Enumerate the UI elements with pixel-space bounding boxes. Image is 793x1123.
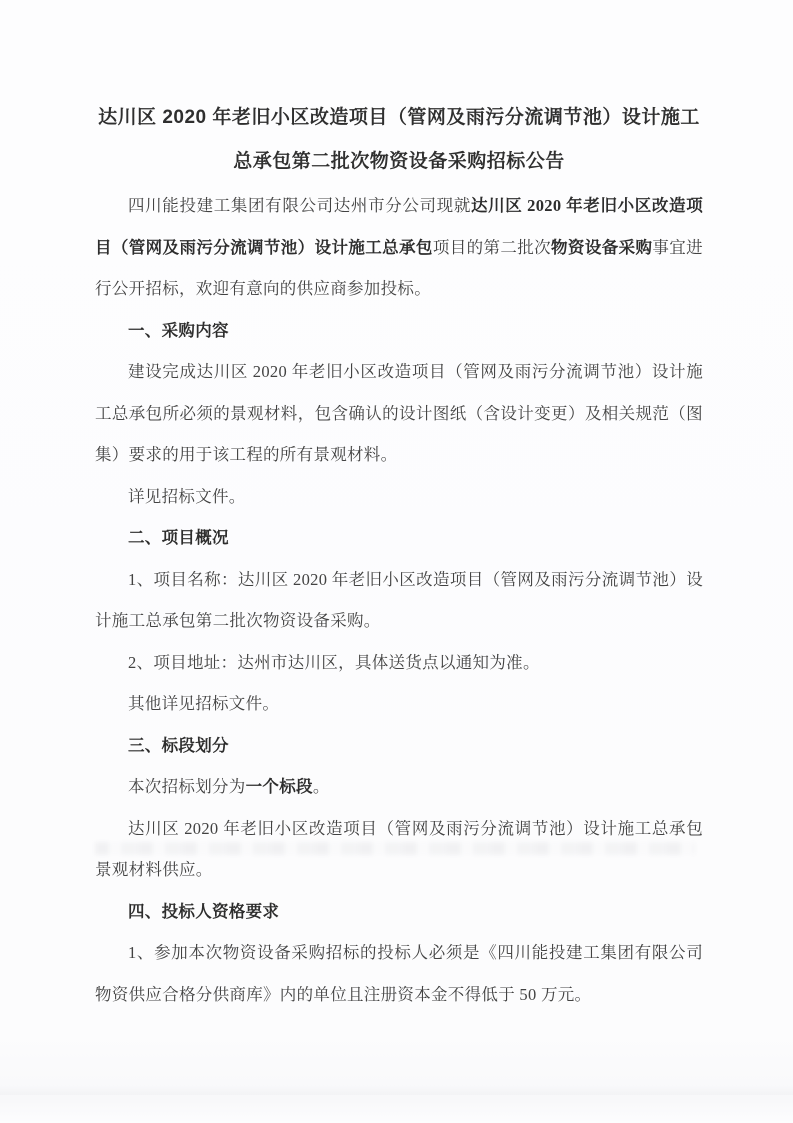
- text-run: 三、标段划分: [128, 735, 229, 755]
- text-run: 本次招标划分为: [128, 777, 246, 796]
- text-run: 建设完成达川区 2020 年老旧小区改造项目（管网及雨污分流调节池）设计施工总承包所必须的景观材料，包含确认的设计图纸（含设计变更）及相关规范（图集）要求的用于该工程的所有景观材料。: [95, 362, 703, 464]
- section-heading: [95, 725, 703, 767]
- paragraph: [95, 351, 703, 476]
- paragraph: [95, 185, 703, 310]
- text-run: 物资设备采购: [551, 237, 653, 257]
- document-title: 达川区 2020 年老旧小区改造项目（管网及雨污分流调节池）设计施工总承包第二批次物资设备采购招标公告: [98, 107, 700, 172]
- paragraph: [95, 559, 703, 642]
- text-run: 1、参加本次物资设备采购招标的投标人必须是《四川能投建工集团有限公司物资供应合格分供商库》内的单位且注册资本金不得低于 50 万元。: [95, 943, 703, 1004]
- text-run: 达川区 2020 年老旧小区改造项目（管网及雨污分流调节池）设计施工总承包景观材料供应。: [95, 818, 703, 879]
- paragraph: [95, 808, 703, 891]
- text-run: 事宜进行公开招标，欢迎有意向的供应商参加投标。: [95, 237, 703, 298]
- paragraph: [95, 642, 703, 684]
- paragraph: [95, 476, 703, 518]
- text-run: 一个标段: [245, 777, 313, 796]
- text-run: 1、项目名称：达川区 2020 年老旧小区改造项目（管网及雨污分流调节池）设计施工总承包第二批次物资设备采购。: [95, 569, 703, 630]
- section-heading: [95, 891, 703, 933]
- text-run: 2、项目地址：达州市达川区，具体送货点以通知为准。: [128, 652, 540, 672]
- section-heading: [95, 310, 703, 352]
- section-heading: [95, 517, 703, 559]
- paragraph: [95, 766, 703, 808]
- paragraph: [95, 683, 703, 725]
- text-run: 。: [312, 777, 330, 796]
- paragraph: [95, 932, 703, 1015]
- document-body: [95, 185, 703, 1015]
- text-run: 二、项目概况: [128, 528, 229, 547]
- text-run: 一、采购内容: [128, 320, 229, 340]
- text-run: 四、投标人资格要求: [128, 901, 280, 921]
- text-run: 详见招标文件。: [128, 486, 246, 506]
- text-run: 四川能投建工集团有限公司达州市分公司现就: [128, 196, 471, 215]
- scan-edge-shadow: [0, 1085, 793, 1095]
- text-run: 项目的第二批次: [432, 237, 552, 257]
- text-run: 达川区 2020 年老旧小区改造项目（管网及雨污分流调节池）设计施工总承包: [95, 196, 703, 257]
- text-run: 其他详见招标文件。: [128, 694, 280, 713]
